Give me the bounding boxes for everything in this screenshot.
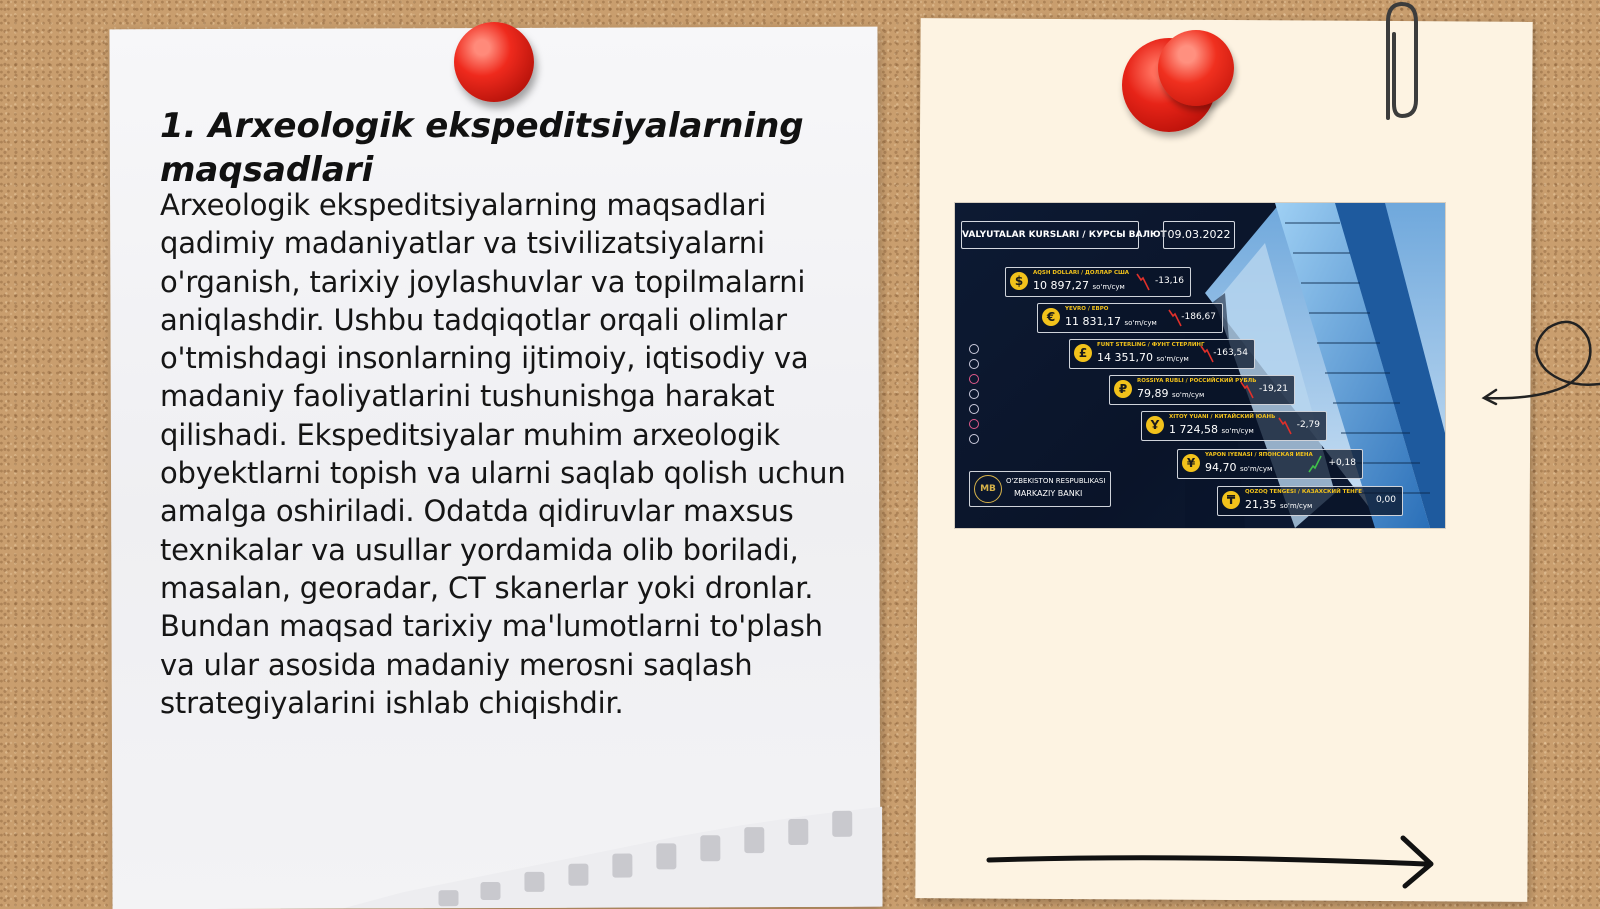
- trend-down-icon: [1240, 380, 1254, 400]
- rate-name: YAPON IYENASI / ЯПОНСКАЯ ИЕНА: [1205, 452, 1313, 458]
- social-item: [969, 371, 1079, 386]
- pushpin-icon: [1158, 30, 1234, 106]
- trend-down-icon: [1200, 344, 1214, 364]
- rate-change: -2,79: [1296, 420, 1320, 430]
- rate-name: QOZOQ TENGESI / КАЗАХСКИЙ ТЕНГЕ: [1245, 489, 1363, 495]
- rate-unit: so'm/сум: [1221, 427, 1254, 435]
- rate-name: XITOY YUANI / КИТАЙСКИЙ ЮАНЬ: [1169, 414, 1276, 420]
- currency-rates-image: [955, 203, 1445, 528]
- globe-icon: [969, 344, 979, 354]
- social-item: [969, 401, 1079, 416]
- paperclip-icon: [1372, 0, 1422, 130]
- rate-rub: [1109, 375, 1295, 405]
- twitter-icon: [969, 434, 979, 444]
- bank-name-line2: MARKAZIY BANKI: [1014, 489, 1083, 498]
- slide-title: 1. Arxeologik ekspeditsiyalarning maqsadlari: [160, 106, 804, 190]
- central-bank-logo-icon: MB: [974, 475, 1002, 503]
- rate-change: -13,16: [1154, 276, 1184, 286]
- yuan-coin-icon: Ұ: [1146, 416, 1164, 434]
- slide-body-text: Arxeologik ekspeditsiyalarning maqsadlari qadimiy madaniyatlar va tsivilizatsiyalarni o'rganish, tarixiy joylashuvlar va topilmalarni aniqlashdir. Ushbu tadqiqotlar orqali olimlar o'tmishdagi insonlarning ijtimoiy, iqtisodiy va madaniy faoliyatlarini tushunishga harakat qilishadi. Ekspeditsiyalar muhim arxeologik obyektlarni topish va ularni saqlab qolish uchun amalga oshiriladi. Odatda qidiruvlar maxsus texnikalar va usullar yordamida olib boriladi, masalan, georadar, CT skanerlar yoki dronlar. Bundan maqsad tarixiy ma'lumotlarni to'plash va ular asosida madaniy merosni saqlash strategiyalarini ishlab chiqishdir.: [160, 188, 846, 720]
- arrow-right-icon: [985, 830, 1445, 890]
- rate-value: 14 351,70: [1097, 351, 1153, 364]
- rates-header: VALYUTALAR KURSLARI / КУРСЫ ВАЛЮТ: [961, 221, 1139, 249]
- rate-name: FUNT STERLING / ФУНТ СТЕРЛИНГ: [1097, 342, 1205, 348]
- rate-change: -163,54: [1213, 348, 1248, 358]
- rate-gbp: [1069, 339, 1255, 369]
- rate-usd: [1005, 267, 1191, 297]
- social-item: [969, 341, 1079, 356]
- rate-value: 21,35: [1245, 498, 1277, 511]
- trend-down-icon: [1278, 416, 1292, 436]
- rate-value: 94,70: [1205, 461, 1237, 474]
- social-item: [969, 386, 1079, 401]
- rate-unit: so'm/сум: [1156, 355, 1189, 363]
- tenge-coin-icon: ₸: [1222, 491, 1240, 509]
- rate-cny: [1141, 411, 1327, 441]
- euro-coin-icon: €: [1042, 308, 1060, 326]
- torn-edge-decoration: [342, 807, 882, 909]
- trend-down-icon: [1168, 308, 1182, 328]
- social-item: [969, 431, 1079, 446]
- rate-unit: so'm/сум: [1240, 465, 1273, 473]
- trend-down-icon: [1136, 272, 1150, 292]
- rates-date: 09.03.2022: [1163, 221, 1235, 249]
- rate-change: -186,67: [1181, 312, 1216, 322]
- central-bank-badge: [969, 471, 1111, 507]
- rate-unit: so'm/сум: [1280, 502, 1313, 510]
- rate-eur: [1037, 303, 1223, 333]
- rate-unit: so'm/сум: [1092, 283, 1125, 291]
- curly-arrow-icon: [1476, 312, 1600, 412]
- instagram-icon: [969, 419, 979, 429]
- dollar-coin-icon: $: [1010, 272, 1028, 290]
- social-item: [969, 416, 1079, 431]
- telegram-icon: [969, 359, 979, 369]
- social-item: [969, 356, 1079, 371]
- rate-unit: so'm/сум: [1172, 391, 1205, 399]
- rate-unit: so'm/сум: [1124, 319, 1157, 327]
- rate-value: 1 724,58: [1169, 423, 1218, 436]
- rate-name: YEVRO / ЕВРО: [1065, 306, 1109, 312]
- social-links-list: [969, 341, 1079, 446]
- rate-jpy: [1177, 449, 1363, 479]
- rate-value: 10 897,27: [1033, 279, 1089, 292]
- trend-up-icon: [1308, 454, 1322, 474]
- rate-value: 79,89: [1137, 387, 1169, 400]
- instagram-icon: [969, 374, 979, 384]
- rate-change: +0,18: [1328, 458, 1356, 468]
- ruble-coin-icon: ₽: [1114, 380, 1132, 398]
- rate-change: 0,00: [1375, 495, 1396, 505]
- telegram-icon: [969, 389, 979, 399]
- rate-name: ROSSIYA RUBLI / РОССИЙСКИЙ РУБЛЬ: [1137, 378, 1257, 384]
- rate-kzt: [1217, 486, 1403, 516]
- facebook-icon: [969, 404, 979, 414]
- pushpin-icon: [454, 22, 534, 102]
- rate-change: -19,21: [1258, 384, 1288, 394]
- rate-value: 11 831,17: [1065, 315, 1121, 328]
- rate-name: AQSH DOLLARI / ДОЛЛАР США: [1033, 270, 1130, 276]
- yen-coin-icon: ¥: [1182, 454, 1200, 472]
- pound-coin-icon: £: [1074, 344, 1092, 362]
- bank-name-line1: O'ZBEKISTON RESPUBLIKASI: [1006, 477, 1106, 485]
